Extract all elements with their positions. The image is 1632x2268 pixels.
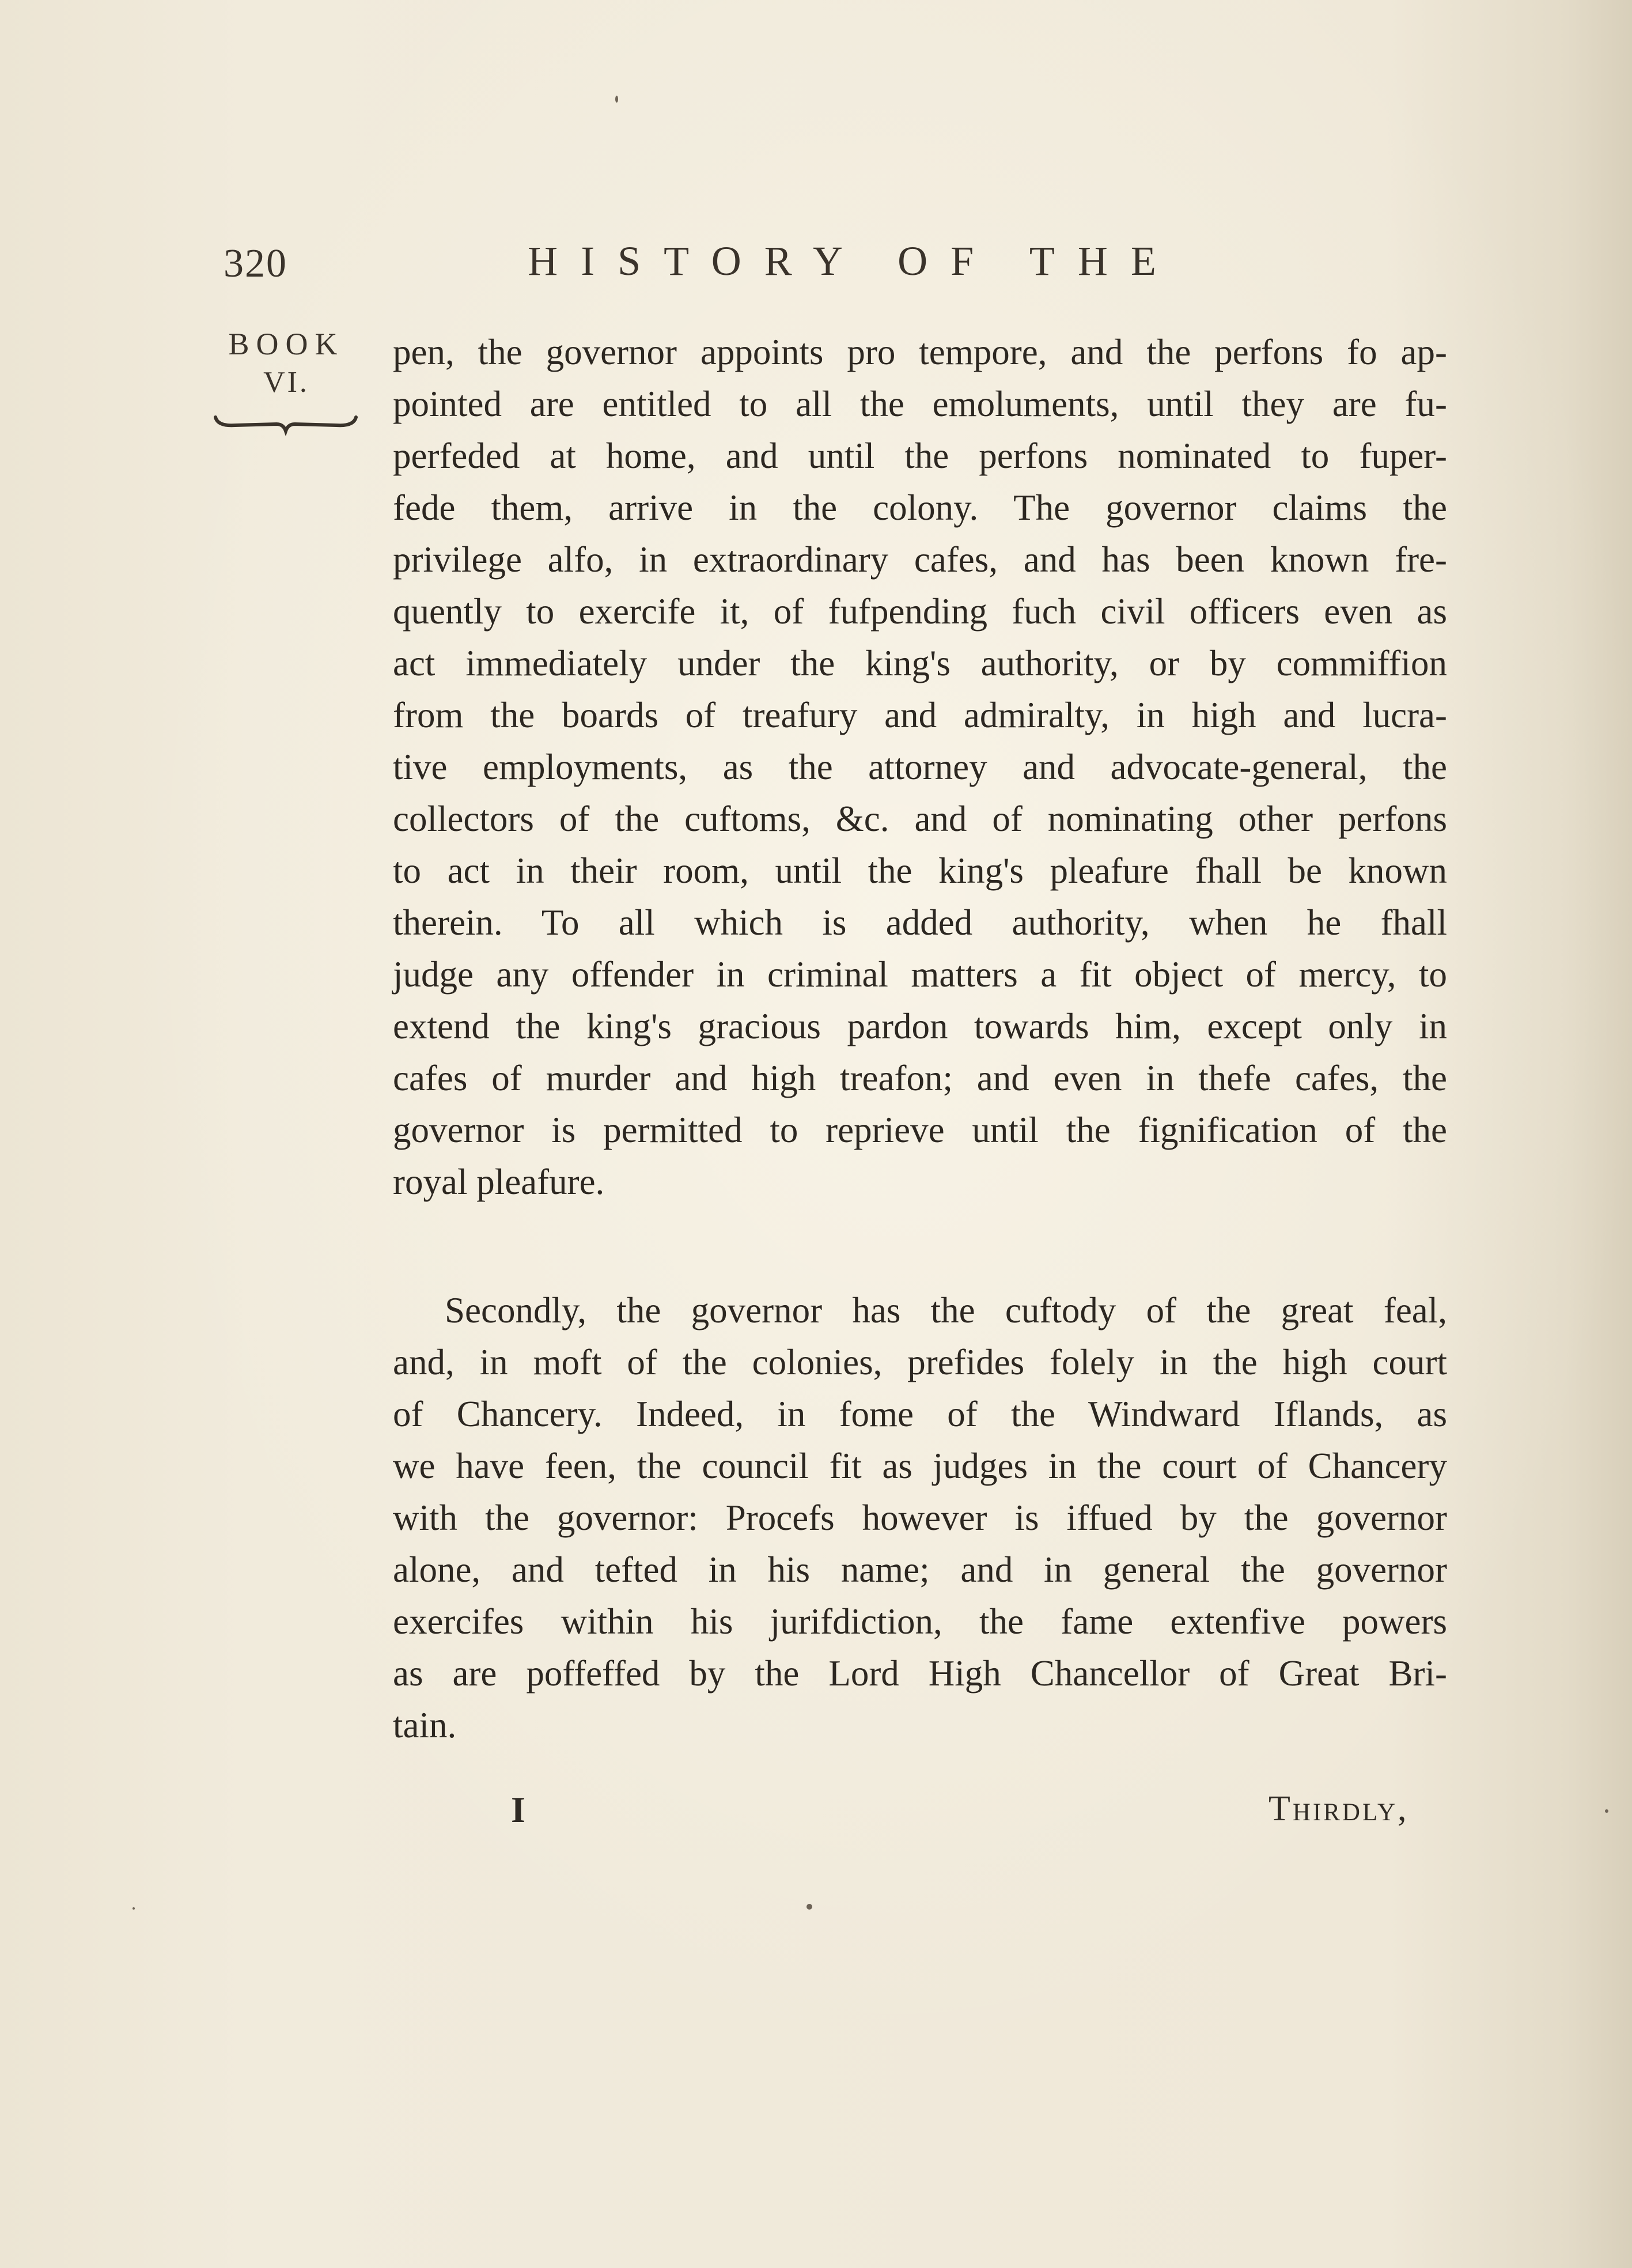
- text-line: as are poffeffed by the Lord High Chancellor of Great Bri-: [393, 1653, 1447, 1694]
- text-line: alone, and tefted in his name; and in general the governor: [393, 1549, 1447, 1590]
- paragraph-gap: [393, 1208, 1447, 1284]
- main-text: [393, 326, 1447, 1751]
- text-line: tain.: [393, 1705, 457, 1745]
- text-line: pen, the governor appoints pro tempore, and the perfons fo ap-: [393, 332, 1447, 372]
- text-line: to act in their room, until the king's pleafure fhall be known: [393, 850, 1447, 891]
- paragraph-2: [393, 1284, 1447, 1751]
- text-line: extend the king's gracious pardon towards him, except only in: [393, 1006, 1447, 1046]
- text-line: and, in moft of the colonies, prefides folely in the high court: [393, 1342, 1447, 1382]
- paper-speck: [615, 96, 618, 103]
- text-line: pointed are entitled to all the emoluments, until they are fu-: [393, 384, 1447, 424]
- text-line: quently to exercife it, of fufpending fuch civil officers even as: [393, 591, 1447, 632]
- catchword: Thirdly,: [1269, 1789, 1409, 1828]
- text-line: act immediately under the king's authority, or by commiffion: [393, 643, 1447, 683]
- text-line: tive employments, as the attorney and advocate-general, the: [393, 747, 1447, 787]
- text-line: Secondly, the governor has the cuftody of the great feal,: [445, 1290, 1447, 1330]
- text-line: cafes of murder and high treafon; and even in thefe cafes, the: [393, 1058, 1447, 1098]
- text-line: governor is permitted to reprieve until the fignification of the: [393, 1110, 1447, 1150]
- signature-mark: I: [511, 1789, 525, 1830]
- paper-speck: [1605, 1809, 1608, 1813]
- brace-ornament: [212, 407, 359, 436]
- text-line: we have feen, the council fit as judges in the court of Chancery: [393, 1446, 1447, 1486]
- text-line: therein. To all which is added authority, when he fhall: [393, 902, 1447, 943]
- text-line: exercifes within his jurifdiction, the fame extenfive powers: [393, 1601, 1447, 1642]
- text-line: privilege alfo, in extraordinary cafes, and has been known fre-: [393, 539, 1447, 580]
- text-line: perfeded at home, and until the perfons nominated to fuper-: [393, 436, 1447, 476]
- text-line: judge any offender in criminal matters a fit object of mercy, to: [393, 954, 1447, 995]
- running-head: HISTORY OF THE: [528, 238, 1179, 284]
- text-line: from the boards of treafury and admiralty, in high and lucra-: [393, 695, 1447, 735]
- text-line: collectors of the cuftoms, &c. and of nominating other perfons: [393, 799, 1447, 839]
- paper-speck: [806, 1904, 812, 1910]
- paper-speck: [132, 1907, 135, 1910]
- text-line: royal pleafure.: [393, 1162, 605, 1202]
- page-number: 320: [224, 241, 287, 286]
- text-line: with the governor: Procefs however is iffued by the governor: [393, 1498, 1447, 1538]
- paragraph-1: [393, 326, 1447, 1208]
- marginal-book-label: BOOK: [228, 327, 344, 361]
- text-line: of Chancery. Indeed, in fome of the Windward Iflands, as: [393, 1394, 1447, 1434]
- marginal-book-number: VI.: [263, 366, 309, 399]
- text-line: fede them, arrive in the colony. The governor claims the: [393, 487, 1447, 528]
